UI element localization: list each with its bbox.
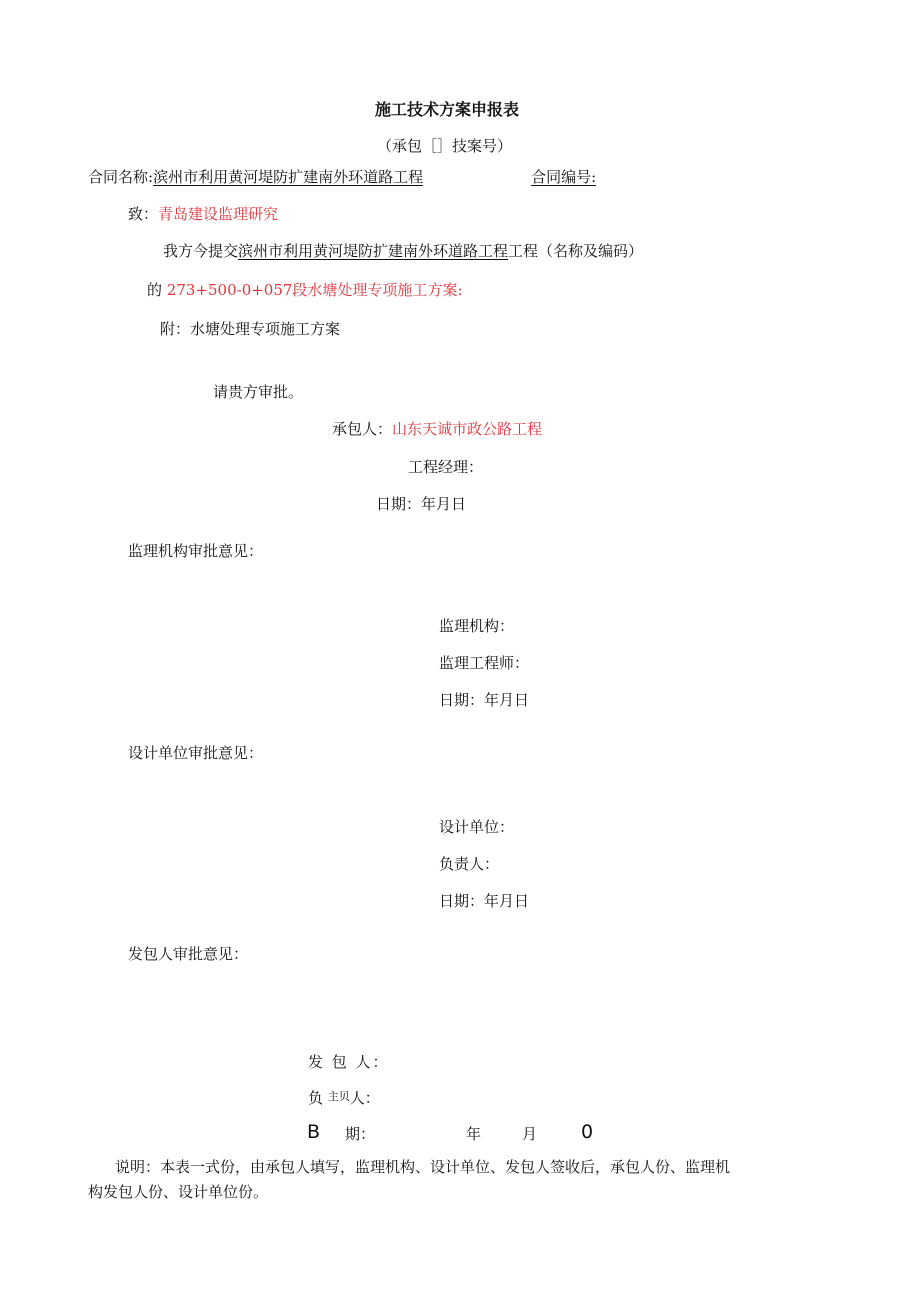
attachment-line: 附：水塘处理专项施工方案 (160, 320, 341, 338)
supervision-opinion: 监理机构审批意见： (128, 542, 264, 560)
employer-date-b: B (307, 1121, 321, 1143)
employer-opinion: 发包人审批意见： (128, 945, 249, 963)
contractor-date: 日期：年月日 (376, 495, 467, 513)
supervision-engineer: 监理工程师： (439, 654, 530, 672)
employer-person-line: 负 $^{主贝}$人： (308, 1089, 380, 1107)
contract-no-label: 合同编号: (531, 168, 597, 186)
contractor-line: 承包人：山东天诚市政公路工程 (332, 420, 543, 438)
design-person: 负责人： (439, 855, 500, 873)
contract-name-value: 滨州市利用黄河堤防扩建南外环道路工程 (153, 168, 424, 186)
contractor-value: 山东天诚市政公路工程 (392, 420, 543, 438)
manager-line: 工程经理： (408, 458, 484, 476)
employer-label: 发 包 人： (308, 1053, 390, 1071)
employer-date-label: 期： (345, 1125, 376, 1143)
scheme-section: 273+500-0+057段水塘处理专项施工方案: (166, 281, 463, 299)
design-opinion: 设计单位审批意见： (128, 744, 264, 762)
to-label: 致： (128, 205, 159, 223)
submit-line-1: 我方今提交滨州市利用黄河堤防扩建南外环道路工程工程（名称及编码） (163, 242, 644, 260)
design-unit: 设计单位： (439, 818, 515, 836)
employer-year: 年 (466, 1125, 482, 1143)
contract-line (88, 167, 602, 187)
form-code-line: （承包［］技案号） (377, 137, 513, 155)
contract-name-label: 合同名称: (88, 168, 154, 186)
employer-day-zero: 0 (581, 1121, 594, 1143)
submit-line-2: 的 273+500-0+057段水塘处理专项施工方案: (147, 281, 463, 299)
supervision-date: 日期：年月日 (439, 691, 530, 709)
form-title: 施工技术方案申报表 (375, 100, 520, 119)
employer-month: 月 (522, 1125, 538, 1143)
note-line-1: 说明：本表一式份，由承包人填写，监理机构、设计单位、发包人签收后，承包人份、监理机 (115, 1158, 731, 1176)
to-value: 青岛建设监理研究 (158, 205, 279, 223)
design-date: 日期：年月日 (439, 892, 530, 910)
note-line-2: 构发包人份、设计单位份。 (88, 1183, 269, 1201)
request-line: 请贵方审批。 (213, 383, 304, 401)
to-line (128, 204, 278, 224)
project-name: 滨州市利用黄河堤防扩建南外环道路工程 (238, 242, 509, 260)
supervision-org: 监理机构： (439, 617, 515, 635)
